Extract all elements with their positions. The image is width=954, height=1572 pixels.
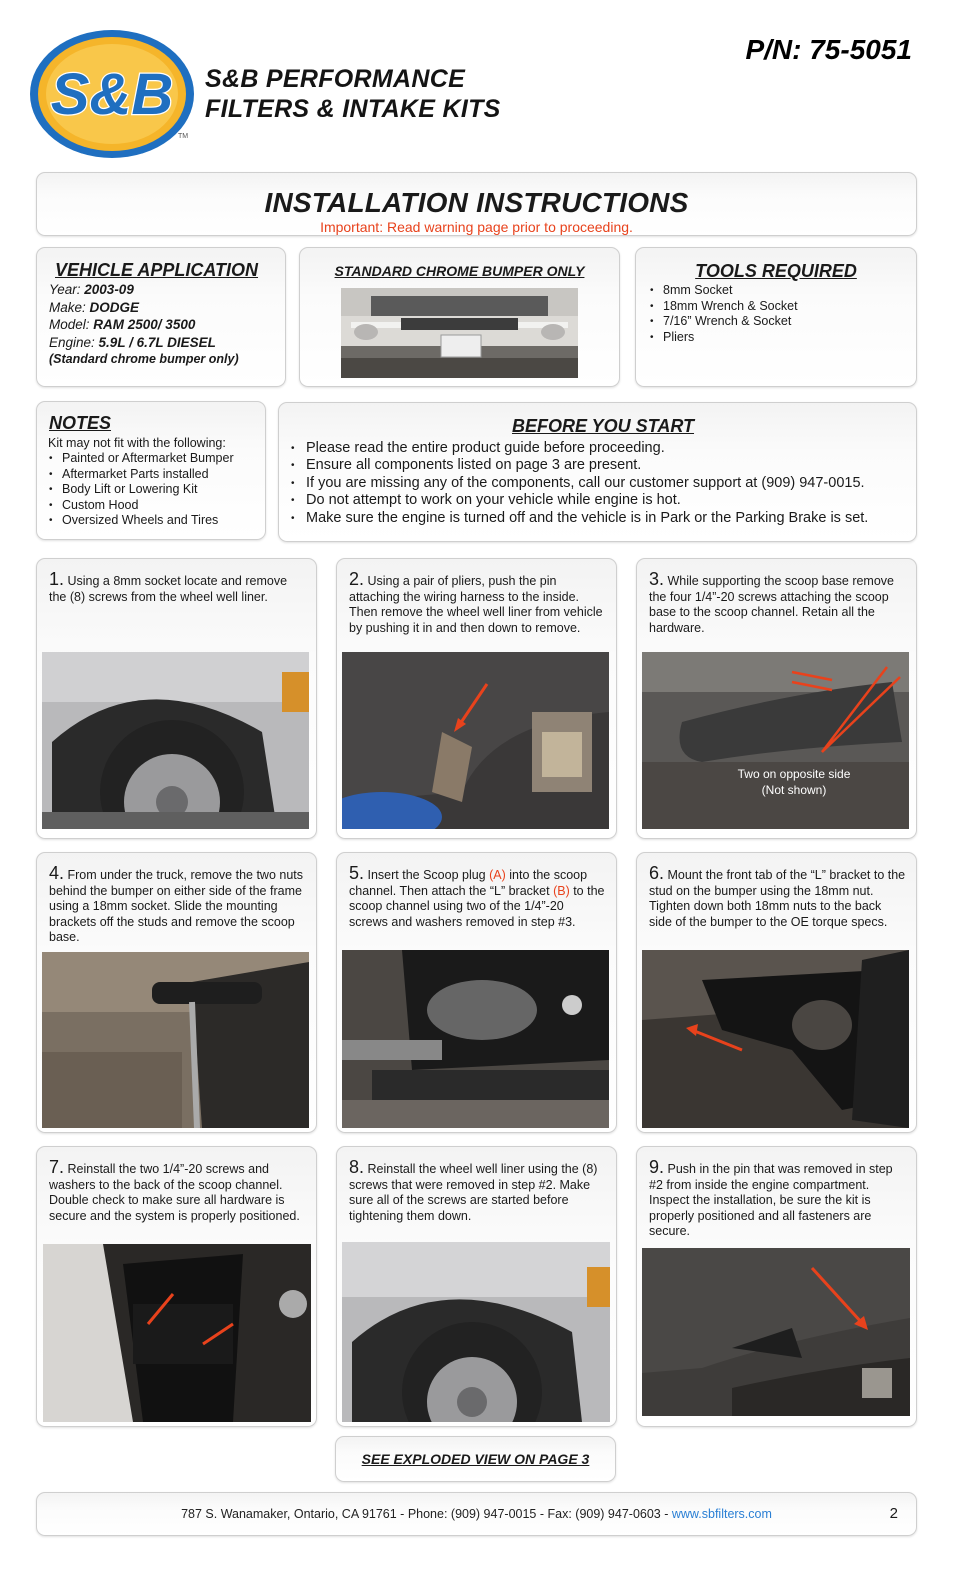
- brand-line-1: S&B PERFORMANCE: [205, 65, 466, 93]
- before-you-start-panel: [278, 402, 917, 542]
- see-exploded-link[interactable]: SEE EXPLODED VIEW ON PAGE 3: [361, 1451, 590, 1467]
- step-6-text: 6. Mount the front tab of the “L” bracket to the stud on the bumper using the 18mm nut. Tighten down both 18mm nuts to the back side of the bumper to the OE torque specs.: [649, 863, 906, 929]
- step-5: [336, 852, 617, 1133]
- step-7: [36, 1146, 317, 1427]
- notes-panel: [36, 401, 266, 540]
- tools-panel: [635, 247, 917, 387]
- before-you-start-heading: BEFORE YOU START: [511, 416, 695, 436]
- step-8-photo: [342, 1242, 610, 1422]
- tool-item: • 18mm Wrench & Socket: [649, 299, 916, 315]
- sb-logo: [28, 26, 200, 161]
- step-2: [336, 558, 617, 839]
- step-9-text: 9. Push in the pin that was removed in step #2 from inside the engine compartment. Inspect the installation, be sure the kit is properly positioned and all fasteners are secure.: [649, 1157, 893, 1239]
- step-7-photo: [43, 1244, 311, 1422]
- vehicle-year: Year: 2003-09: [49, 282, 134, 297]
- step-9-photo: [642, 1248, 910, 1416]
- vehicle-application-panel: [36, 247, 286, 387]
- step-4: [36, 852, 317, 1133]
- note-item: • Oversized Wheels and Tires: [48, 513, 265, 529]
- vehicle-engine: Engine: 5.9L / 6.7L DIESEL: [49, 334, 216, 350]
- tool-item: • 7/16” Wrench & Socket: [649, 314, 916, 330]
- step-2-photo: [342, 652, 609, 829]
- step-4-photo: [42, 952, 309, 1128]
- website-link[interactable]: www.sbfilters.com: [671, 1507, 772, 1521]
- note-item: • Aftermarket Parts installed: [48, 467, 265, 483]
- step-4-text: 4. From under the truck, remove the two nuts behind the bumper on either side of the frame using a 18mm socket. Slide the mounting brackets off the studs and remove the scoop base.: [49, 863, 304, 945]
- before-item: • Ensure all components listed on page 3 are present.: [290, 457, 916, 474]
- step-3-photo: [642, 652, 909, 829]
- brand-line-2: FILTERS & INTAKE KITS: [205, 95, 501, 123]
- tool-item: • Pliers: [649, 330, 916, 346]
- step-5-text: 5. Insert the Scoop plug (A) into the scoop channel. Then attach the “L” bracket (B) to the scoop channel using two of the 1/4”-20 screws and washers removed in step #3.: [349, 863, 605, 929]
- step-9: [636, 1146, 917, 1427]
- tools-heading: TOOLS REQUIRED: [695, 261, 857, 281]
- before-item: • Do not attempt to work on your vehicle while engine is hot.: [290, 492, 916, 509]
- warning-subtitle: Important: Read warning page prior to proceeding.: [320, 219, 633, 235]
- before-item: • Please read the entire product guide before proceeding.: [290, 440, 916, 457]
- vehicle-make: Make: DODGE: [49, 299, 140, 315]
- vehicle-note: (Standard chrome bumper only): [49, 352, 239, 366]
- bumper-label: STANDARD CHROME BUMPER ONLY: [334, 263, 585, 279]
- notes-list: [48, 451, 265, 529]
- step-1-text: 1. Using a 8mm socket locate and remove the (8) screws from the wheel well liner.: [49, 569, 288, 604]
- step-1: [36, 558, 317, 839]
- footer-contact: [37, 1507, 916, 1521]
- before-item: • Make sure the engine is turned off and the vehicle is in Park or the Parking Brake is set.: [290, 510, 916, 527]
- title-panel: [36, 172, 917, 236]
- step-3-text: 3. While supporting the scoop base remove the four 1/4”-20 screws attaching the scoop base to the scoop channel. Retain all the hardware.: [649, 569, 895, 635]
- step-8-text: 8. Reinstall the wheel well liner using the (8) screws that were removed in step #2. Make sure all of the screws are started before tightening them down.: [349, 1157, 598, 1223]
- footer-address: 787 S. Wanamaker, Ontario, CA 91761 - Phone: (909) 947-0015 - Fax: (909) 947-0603 -: [181, 1507, 672, 1521]
- logo-text: S&B: [50, 62, 174, 127]
- tool-item: • 8mm Socket: [649, 283, 916, 299]
- before-item: • If you are missing any of the components, call our customer support at (909) 947-0015.: [290, 475, 916, 492]
- svg-text:TM: TM: [178, 133, 189, 140]
- step-8: [336, 1146, 617, 1427]
- step-3: [636, 558, 917, 839]
- bumper-photo: [341, 288, 578, 378]
- step-6-photo: [642, 950, 909, 1128]
- step-5-photo: [342, 950, 609, 1128]
- step-1-photo: [42, 652, 309, 829]
- part-number: P/N: 75-5051: [745, 34, 912, 65]
- before-you-start-list: [290, 440, 916, 527]
- brand-name: [205, 64, 501, 124]
- page-title: INSTALLATION INSTRUCTIONS: [264, 187, 689, 218]
- footer: [36, 1492, 917, 1536]
- step-7-text: 7. Reinstall the two 1/4”-20 screws and washers to the back of the scoop channel. Double check to make sure all hardware is secure and the system is properly positioned.: [49, 1157, 300, 1223]
- step-2-text: 2. Using a pair of pliers, push the pin attaching the wiring harness to the inside. Then remove the wheel well liner from vehicle by pushing it in and then down to remove.: [349, 569, 603, 635]
- step-6: [636, 852, 917, 1133]
- tools-list: [649, 283, 916, 345]
- note-item: • Custom Hood: [48, 498, 265, 514]
- see-exploded-panel: [335, 1436, 616, 1482]
- step-3-caption-1: Two on opposite side: [737, 767, 851, 781]
- page-number: 2: [889, 1505, 898, 1522]
- step-3-caption-2: (Not shown): [761, 783, 827, 797]
- note-item: • Painted or Aftermarket Bumper: [48, 451, 265, 467]
- vehicle-model: Model: RAM 2500/ 3500: [49, 317, 196, 332]
- bumper-panel: [299, 247, 620, 387]
- notes-heading: NOTES: [49, 413, 112, 433]
- notes-intro: Kit may not fit with the following:: [48, 436, 226, 450]
- note-item: • Body Lift or Lowering Kit: [48, 482, 265, 498]
- vehicle-application-heading: VEHICLE APPLICATION: [55, 260, 259, 280]
